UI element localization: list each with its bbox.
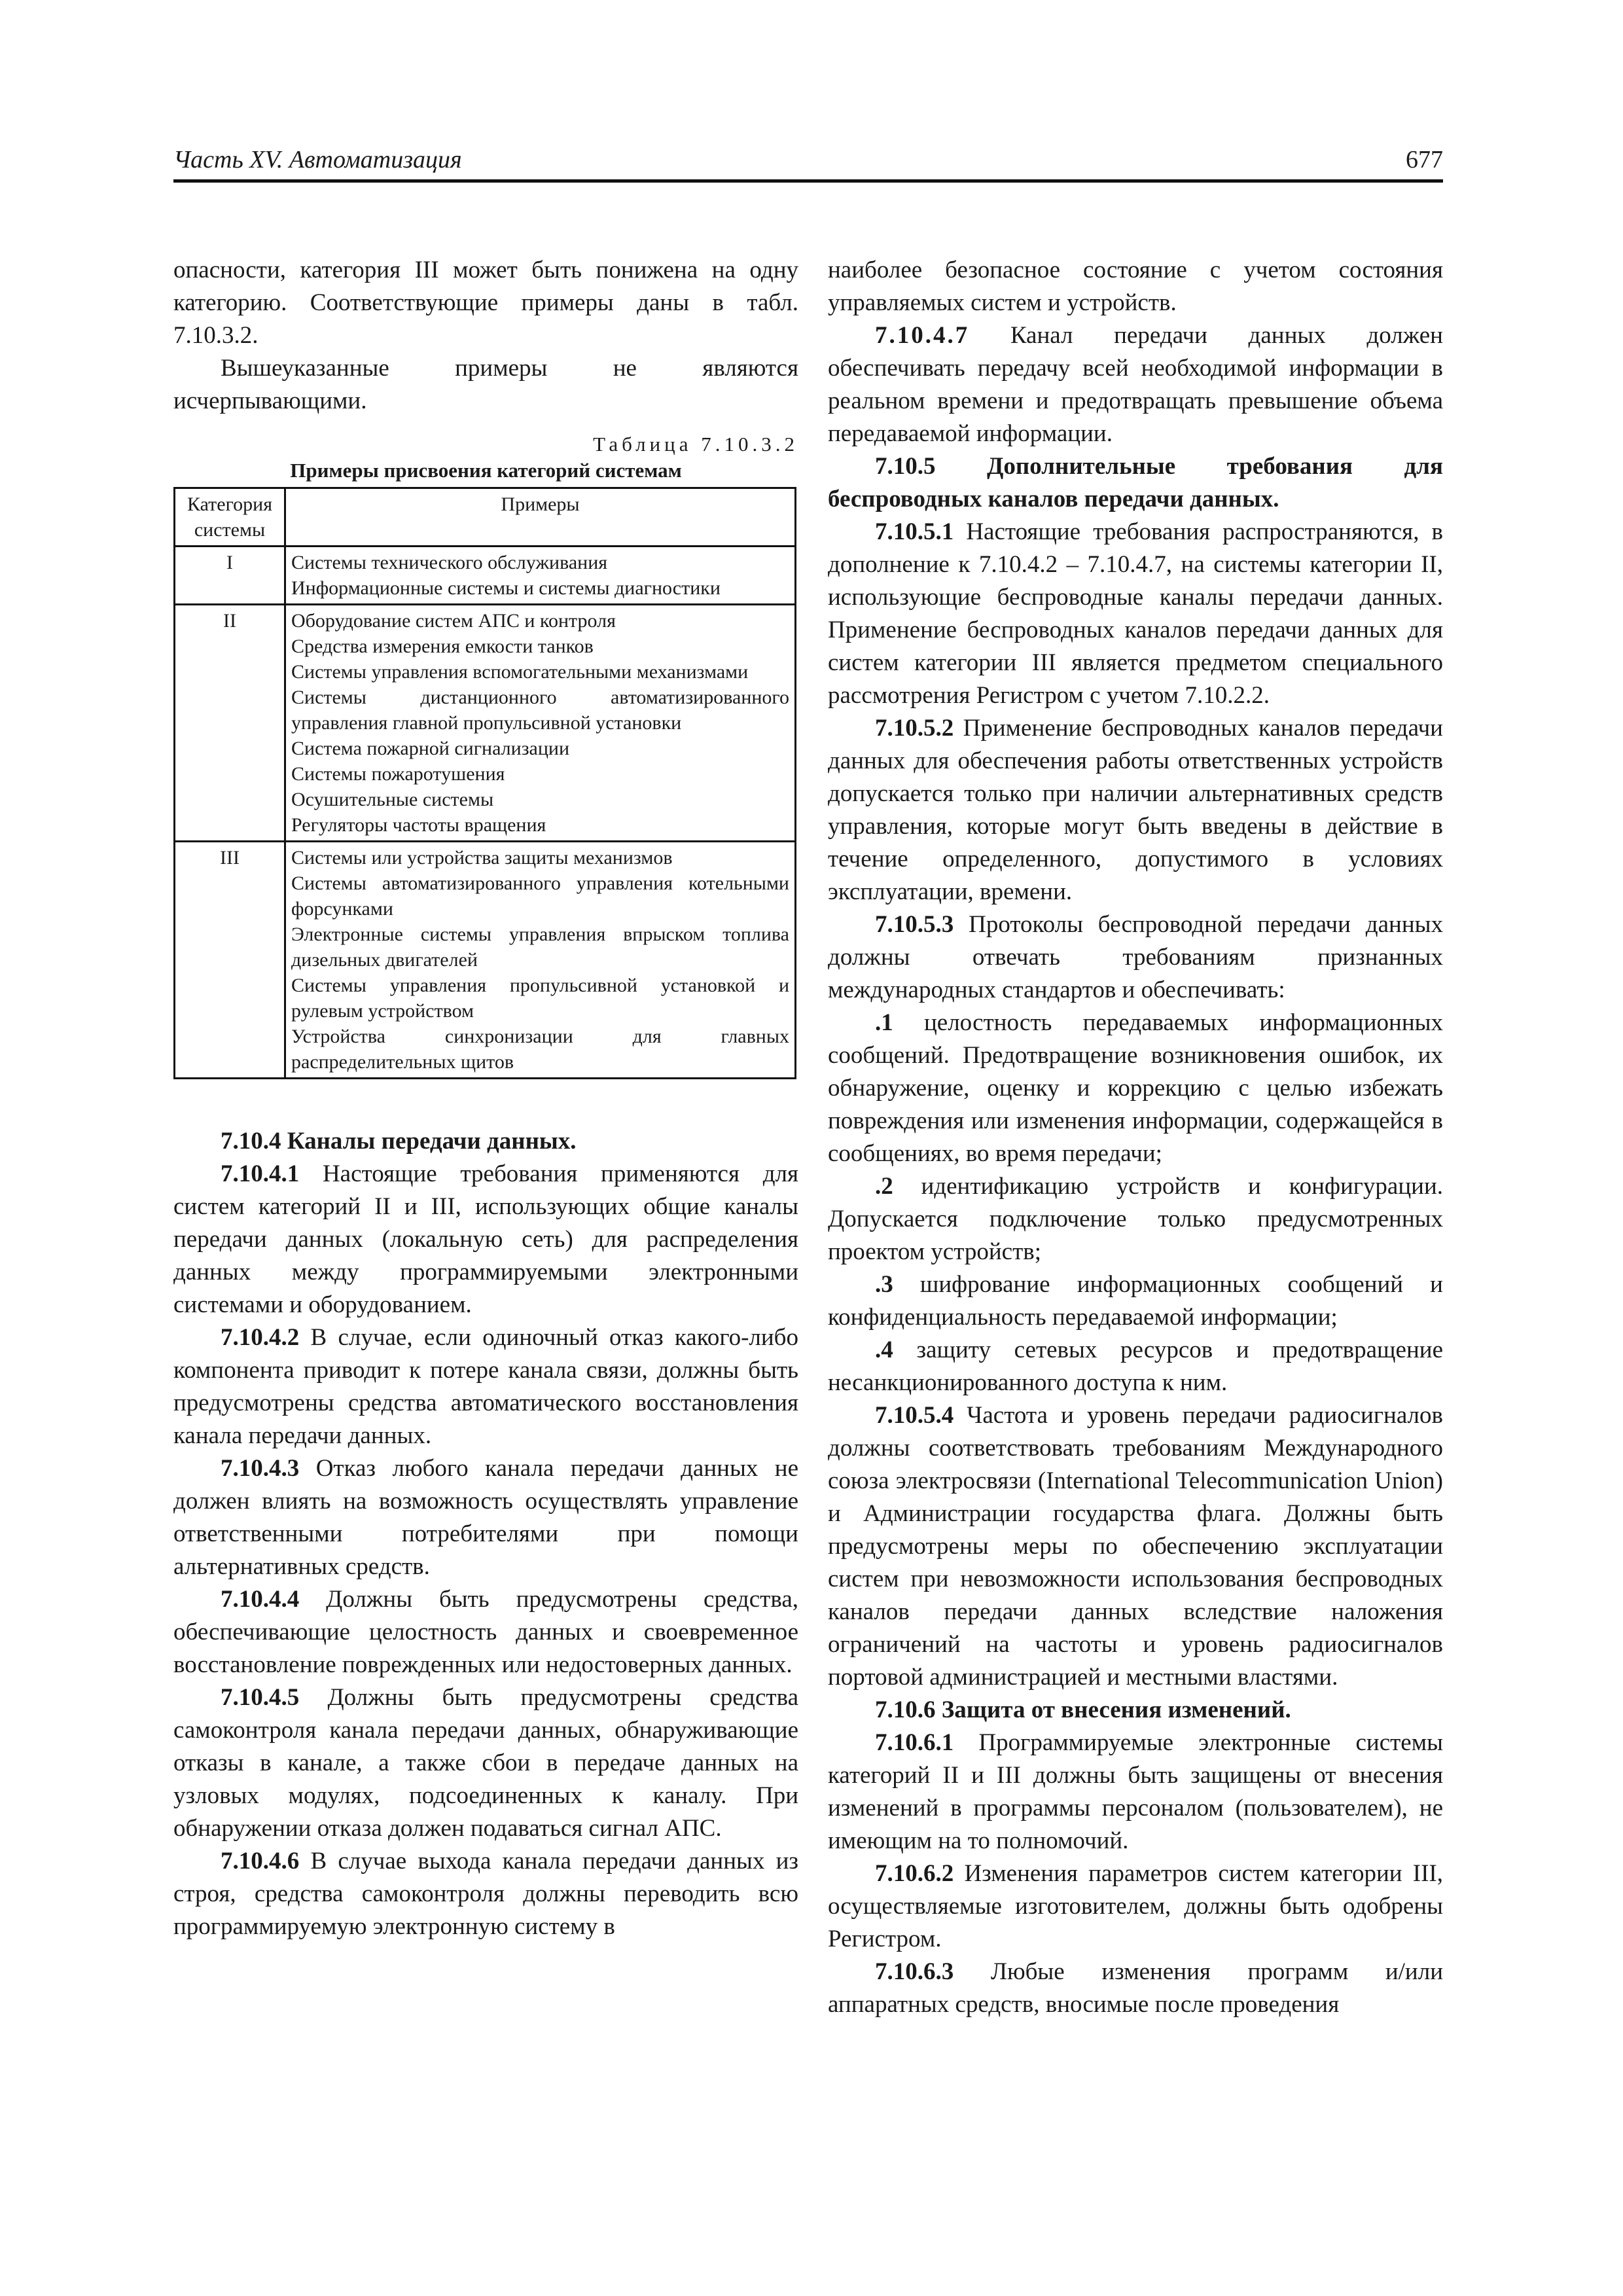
col-header-examples: Примеры: [285, 488, 796, 547]
category-cell: III: [175, 842, 285, 1079]
example-item: Оборудование систем АПС и контроля: [291, 610, 616, 632]
paragraph-7-10-4-1: 7.10.4.1 Настоящие требования применяются для систем категорий II и III, использующих общие каналы передачи данных (локальную сеть) для распределения данных между программируемыми электронными системами и оборудованием.: [173, 1160, 798, 1318]
running-title: Часть XV. Автоматизация: [173, 146, 462, 173]
paragraph-7-10-5-2: 7.10.5.2 Применение беспроводных каналов передачи данных для обеспечения работы ответственных устройств допускается только при наличии альтернативных средств управления, которые могут быть введены в действие в течение определенного, допустимого в условиях эксплуатации, времени.: [828, 715, 1443, 905]
category-cell: II: [175, 605, 285, 842]
paragraph-7-10-6-3: 7.10.6.3 Любые изменения программ и/или аппаратных средств, вносимые после проведения: [828, 1958, 1443, 2018]
list-item-1: .1 целостность передаваемых информационных сообщений. Предотвращение возникновения ошибок, их обнаружение, оценку и коррекцию с целью избежать повреждения или изменения информации, содержащейся в сообщениях, во время передачи;: [828, 1009, 1443, 1167]
example-item: Электронные системы управления впрыском топлива дизельных двигателей: [291, 924, 789, 971]
example-item: Системы технического обслуживания: [291, 552, 608, 573]
section-heading-7-10-5: 7.10.5 Дополнительные требования для беспроводных каналов передачи данных.: [828, 453, 1443, 512]
intro-paragraph-2: Вышеуказанные примеры не являются исчерпывающими.: [173, 355, 798, 414]
section-heading-7-10-6: 7.10.6 Защита от внесения изменений.: [875, 1696, 1291, 1723]
table-header-row: [175, 488, 796, 547]
example-item: Информационные системы и системы диагностики: [291, 577, 721, 599]
paragraph-7-10-5-3: 7.10.5.3 Протоколы беспроводной передачи данных должны отвечать требованиям признанных международных стандартов и обеспечивать:: [828, 911, 1443, 1003]
page-number: 677: [1406, 146, 1443, 173]
example-item: Системы пожаротушения: [291, 763, 505, 785]
paragraph-7-10-5-4: 7.10.5.4 Частота и уровень передачи радиосигналов должны соответствовать требованиям Международного союза электросвязи (International Telecommunication Union) и Администрации государства флага. Должны быть предусмотрены меры по обеспечению эксплуатации систем при невозможности использования беспроводных каналов передачи данных вследствие наложения ограничений на частоты и уровень радиосигналов портовой администрацией и местными властями.: [828, 1402, 1443, 1691]
section-heading-7-10-4: 7.10.4 Каналы передачи данных.: [221, 1128, 577, 1155]
page-header: [173, 145, 1443, 183]
examples-cell: [285, 605, 796, 842]
example-item: Системы или устройства защиты механизмов: [291, 847, 673, 869]
example-item: Устройства синхронизации для главных распределительных щитов: [291, 1026, 789, 1073]
table-label: Таблица 7.10.3.2: [593, 433, 798, 456]
table-row: [175, 605, 796, 842]
example-item: Осушительные системы: [291, 789, 494, 810]
paragraph-7-10-4-5: 7.10.4.5 Должны быть предусмотрены средства самоконтроля канала передачи данных, обнаруживающие отказы в канале, а также сбои в передаче данных на узловых модулях, подсоединенных к каналу. При обнаружении отказа должен подаваться сигнал АПС.: [173, 1684, 798, 1842]
table-row: [175, 842, 796, 1079]
paragraph-7-10-4-3: 7.10.4.3 Отказ любого канала передачи данных не должен влиять на возможность осуществлять управление ответственными потребителями при помощи альтернативных средств.: [173, 1455, 798, 1580]
example-item: Системы дистанционного автоматизированного управления главной пропульсивной установки: [291, 687, 789, 734]
paragraph-7-10-4-4: 7.10.4.4 Должны быть предусмотрены средства, обеспечивающие целостность данных и своевременное восстановление поврежденных или недостоверных данных.: [173, 1586, 798, 1678]
col-header-category: Категория системы: [175, 488, 285, 547]
example-item: Регуляторы частоты вращения: [291, 814, 546, 836]
intro-paragraph: опасности, категория III может быть понижена на одну категорию. Соответствующие примеры даны в табл. 7.10.3.2.: [173, 257, 798, 349]
example-item: Система пожарной сигнализации: [291, 738, 570, 759]
paragraph-7-10-4-6: 7.10.4.6 В случае выхода канала передачи данных из строя, средства самоконтроля должны переводить всю программируемую электронную систему в: [173, 1848, 798, 1940]
category-cell: I: [175, 547, 285, 605]
paragraph-continuation: наиболее безопасное состояние с учетом состояния управляемых систем и устройств.: [828, 257, 1443, 316]
paragraph-7-10-4-7: 7.10.4.7 Канал передачи данных должен обеспечивать передачу всей необходимой информации в реальном времени и предотвращать превышение объема передаваемой информации.: [828, 322, 1443, 447]
table-row: [175, 547, 796, 605]
left-column: [173, 254, 798, 1943]
paragraph-7-10-4-2: 7.10.4.2 В случае, если одиночный отказ какого-либо компонента приводит к потере канала связи, должны быть предусмотрены средства автоматического восстановления канала передачи данных.: [173, 1324, 798, 1449]
table-title: Примеры присвоения категорий системам: [290, 459, 682, 482]
example-item: Системы управления вспомогательными механизмами: [291, 661, 749, 683]
examples-cell: [285, 842, 796, 1079]
category-table: [173, 487, 796, 1079]
paragraph-7-10-5-1: 7.10.5.1 Настоящие требования распространяются, в дополнение к 7.10.4.2 – 7.10.4.7, на системы категории II, использующие беспроводные каналы передачи данных. Применение беспроводных каналов передачи данных для систем категории III является предметом специального рассмотрения Регистром с учетом 7.10.2.2.: [828, 518, 1443, 709]
example-item: Средства измерения емкости танков: [291, 636, 594, 657]
paragraph-7-10-6-1: 7.10.6.1 Программируемые электронные системы категорий II и III должны быть защищены от внесения изменений в программы персоналом (пользователем), не имеющим на то полномочий.: [828, 1729, 1443, 1854]
example-item: Системы автоматизированного управления котельными форсунками: [291, 872, 789, 920]
right-column: [828, 254, 1443, 2021]
list-item-3: .3 шифрование информационных сообщений и конфиденциальность передаваемой информации;: [828, 1271, 1443, 1331]
examples-cell: [285, 547, 796, 605]
example-item: Системы управления пропульсивной установкой и рулевым устройством: [291, 975, 789, 1022]
paragraph-7-10-6-2: 7.10.6.2 Изменения параметров систем категории III, осуществляемые изготовителем, должны быть одобрены Регистром.: [828, 1860, 1443, 1952]
list-item-2: .2 идентификацию устройств и конфигурации. Допускается подключение только предусмотренных проектом устройств;: [828, 1173, 1443, 1265]
list-item-4: .4 защиту сетевых ресурсов и предотвращение несанкционированного доступа к ним.: [828, 1336, 1443, 1396]
